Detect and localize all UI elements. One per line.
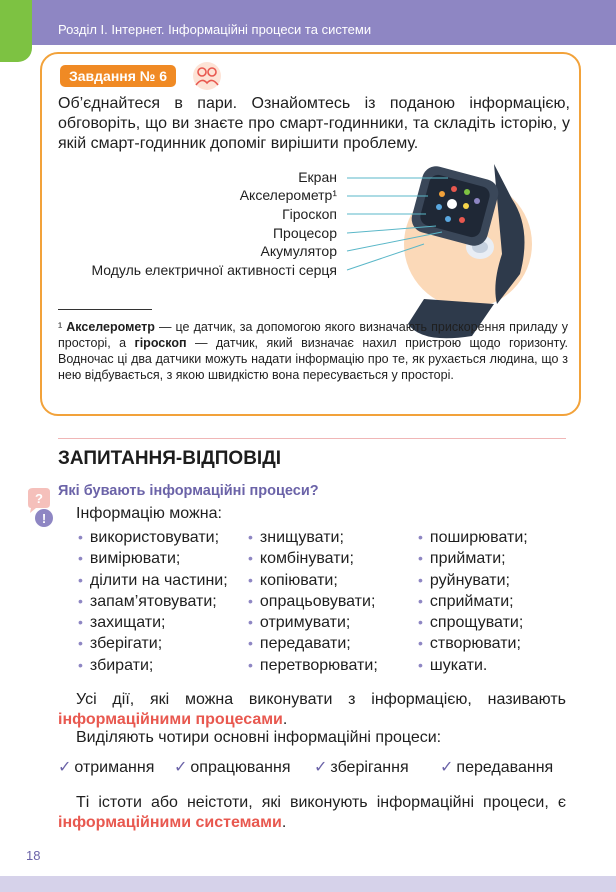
process-item-storing: ✓ зберігання <box>314 759 409 776</box>
list-item: • перетворювати; <box>248 656 378 674</box>
list-item: • спрощувати; <box>418 614 524 632</box>
label-gyroscope: Гіроскоп <box>282 206 337 222</box>
task-box <box>40 52 581 416</box>
list-item: • вимірювати; <box>78 550 181 568</box>
paragraph-processes: Усі дії, які можна виконувати з інформацією, називають інформаційними процесами. <box>58 691 566 728</box>
list-item: • ділити на частини; <box>78 571 228 589</box>
footnote-term-accelerometer: Акселерометр <box>66 320 155 334</box>
list-item: • створювати; <box>418 635 521 653</box>
footnote-rule <box>58 309 152 310</box>
check-icon: ✓ <box>440 759 454 776</box>
process-item-transmitting: ✓ передавання <box>440 759 554 776</box>
actions-column-2 <box>248 527 378 676</box>
list-item: • шукати. <box>418 656 488 674</box>
process-item-processing: ✓ опрацювання <box>174 759 291 776</box>
svg-text:!: ! <box>41 511 47 526</box>
term-information-processes: інформаційними процесами <box>58 711 283 728</box>
paragraph-four-processes: Виділяють чотири основні інформаційні процеси: <box>76 729 442 746</box>
list-item: • зберігати; <box>78 635 163 653</box>
actions-column-1 <box>78 527 228 676</box>
question-heading: Які бувають інформаційні процеси? <box>58 483 319 499</box>
term-information-systems: інформаційними системами <box>58 814 282 831</box>
question-answer-icon <box>24 488 58 528</box>
list-item: • передавати; <box>248 635 351 653</box>
list-item: • отримувати; <box>248 614 351 632</box>
process-item-receiving: ✓ отримання <box>58 759 155 776</box>
check-icon: ✓ <box>58 759 72 776</box>
list-item: • руйнувати; <box>418 571 510 589</box>
list-item: • захищати; <box>78 614 166 632</box>
list-item: • опрацьовувати; <box>248 592 376 610</box>
header-title: Розділ І. Інтернет. Інформаційні процеси та системи <box>58 22 372 37</box>
header-bar <box>32 0 616 45</box>
list-item: • знищувати; <box>248 529 344 546</box>
page-number: 18 <box>26 848 41 863</box>
label-processor: Процесор <box>272 225 337 241</box>
list-item: • поширювати; <box>418 529 528 546</box>
label-ecg-module: Модуль електричної активності серця <box>91 262 337 278</box>
list-item: • комбінувати; <box>248 550 354 568</box>
section-title: ЗАПИТАННЯ-ВІДПОВІДІ <box>58 448 282 469</box>
label-battery: Акумулятор <box>260 243 337 259</box>
footnote: ¹ Акселерометр — це датчик, за допомогою якого визначають прискорення приладу у просторі, а гіроскоп — датчик, який визначає нахил пристрою щодо горизонту. Водночас ці два датчики можуть надати інформацію про те, як рухається людина, що з нею відбувається, з якою швидкістю вона пересувається у просторі. <box>58 320 568 382</box>
footer-bar <box>0 876 616 892</box>
list-item: • використовувати; <box>78 529 220 546</box>
section-divider <box>58 438 566 439</box>
label-accelerometer: Акселерометр¹ <box>239 187 337 203</box>
paragraph-systems: Ті істоти або неістоти, які виконують інформаційні процеси, є інформаційними системами. <box>58 794 566 831</box>
list-item: • приймати; <box>418 550 506 568</box>
check-icon: ✓ <box>314 759 328 776</box>
label-screen: Екран <box>298 169 337 185</box>
actions-column-3 <box>418 527 528 676</box>
svg-text:?: ? <box>35 491 43 506</box>
list-item: • запам’ятовувати; <box>78 592 217 610</box>
footnote-term-gyroscope: гіроскоп <box>134 336 187 350</box>
list-item: • збирати; <box>78 656 154 674</box>
task-text: Об’єднайтеся в пари. Ознайомтесь із поданою інформацією, обговоріть, що ви знаєте про смарт-годинники, та складіть історію, у якій смарт-годинник допоміг вирішити проблему. <box>58 95 570 152</box>
check-icon: ✓ <box>174 759 188 776</box>
intro-text: Інформацію можна: <box>76 505 222 522</box>
list-item: • копіювати; <box>248 571 338 589</box>
task-badge: Завдання № 6 <box>60 65 176 87</box>
list-item: • сприймати; <box>418 592 514 610</box>
chapter-tab <box>0 0 32 62</box>
